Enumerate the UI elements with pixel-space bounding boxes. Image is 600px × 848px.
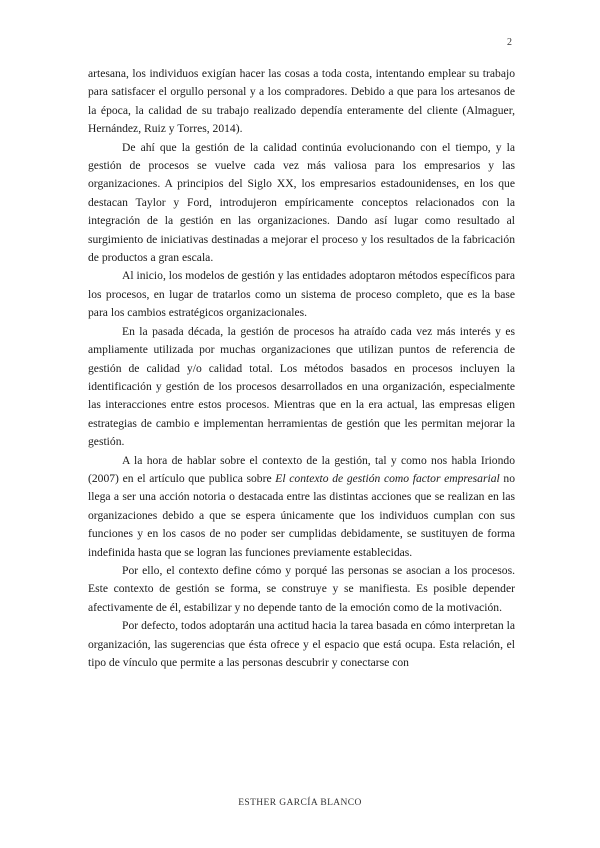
paragraph: Al inicio, los modelos de gestión y las entidades adoptaron métodos específicos para los procesos, en lugar de tratarlos como un sistema de proceso completo, que es la base para los cambios estratégicos organizacionales. [88,269,515,320]
paragraph-text: no llega a ser una acción notoria o destacada entre las distintas acciones que se realizan en las organizaciones debido a que se espera únicamente que los individuos cumplan con sus funciones y en los casos de no poder ser cumplidas debidamente, se sustituyen de forma indefinida hasta que se logran las funciones previamente establecidas. [88,471,515,559]
footer-author: ESTHER GARCÍA BLANCO [238,798,362,808]
paragraph: En la pasada década, la gestión de procesos ha atraído cada vez más interés y es ampliamente utilizada por muchas organizaciones que utilizan puntos de referencia de gestión de calidad y/o calidad total. Los métodos basados en procesos incluyen la identificación y gestión de los procesos desarrollados en una organización, especialmente las interacciones entre estos procesos. Mientras que en la era actual, las empresas eligen estrategias de cambio e implementan herramientas de gestión que les permitan mejorar la gestión. [88,324,515,449]
paragraph: Por defecto, todos adoptarán una actitud hacia la tarea basada en cómo interpretan la organización, las sugerencias que ésta ofrece y el espacio que está ocupa. Esta relación, el tipo de vínculo que permite a las personas descubrir y conectarse con [88,619,515,669]
paragraph: Por ello, el contexto define cómo y porqué las personas se asocian a los procesos. Este contexto de gestión se forma, se construye y se manifiesta. Es posible depender afectivamente de él, estabilizar y no depende tanto de la emoción como de la motivación. [88,563,515,614]
article-title: El contexto de gestión como factor empresarial [275,471,500,485]
paragraph-text: A la hora de hablar sobre el contexto de la gestión, tal y como nos habla Iriondo (2007) en el artículo que publica sobre [88,453,515,485]
paragraph: artesana, los individuos exigían hacer las cosas a toda costa, intentando emplear su trabajo para satisfacer el orgullo personal y a los compradores. Debido a que para los artesanos de la época, la calidad de su trabajo realizado dependía enteramente del cliente (Almaguer, Hernández, Ruiz y Torres, 2014). [88,67,515,136]
page-number: 2 [507,37,512,48]
paragraph: De ahí que la gestión de la calidad continúa evolucionando con el tiempo, y la gestión de procesos se vuelve cada vez más valiosa para los empresarios y las organizaciones. A principios del Siglo XX, los empresarios estadounidenses, en los que destacan Taylor y Ford, introdujeron empíricamente conceptos relacionados con la integración de la gestión en las organizaciones. Dando así lugar como resultado al surgimiento de iniciativas destinadas a mejorar el proceso y los resultados de la fabricación de productos a gran escala. [88,140,515,265]
paragraph [88,452,515,562]
body-text [88,65,515,672]
